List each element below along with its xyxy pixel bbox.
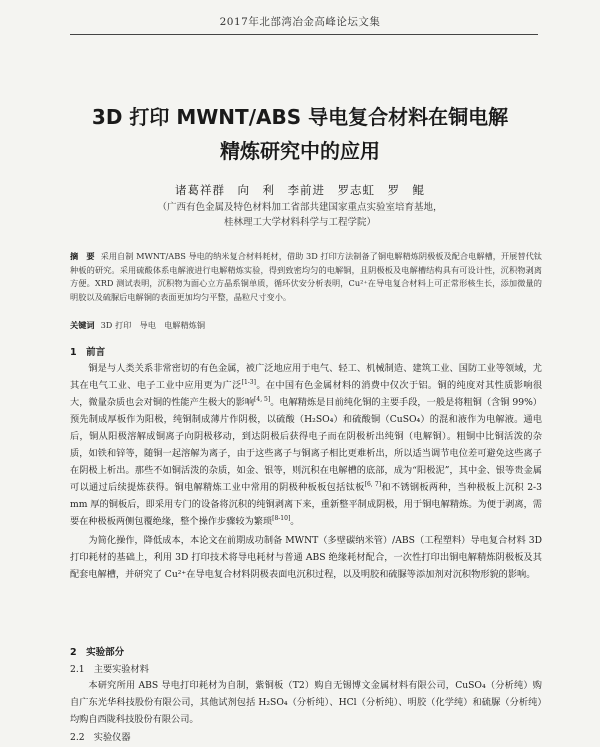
abstract-label: 摘 要 <box>70 251 95 261</box>
intro-text-c: 。电解精炼是目前纯化铜的主要手段，一般是将粗铜（含铜 99%）预先制成厚板作为阳极，纯铜制成薄片作阴极，以硫酸（H₂SO₄）和硫酸铜（CuSO₄）的混和液作为电解液。通电后，铜从阳极溶解成铜离子向阴极移动，到达阴极后获得电子而在阴极析出纯铜（电解铜）。粗铜中比铜活泼的杂质，如铁和锌等，随铜一起溶解为离子，由于这些离子与铜离子相比更难析出，所以适当调节电位差可避免这些离子在阴极上析出。那些不如铜活泼的杂质，如金、银等，则沉积在电解槽的底部，成为“阳极泥”，其中金、银等贵金属可以通过后续提炼获得。铜电解精炼工业中常用的阴极种板板包括钛板 <box>70 397 542 493</box>
keywords-label: 关键词 <box>70 320 95 330</box>
title-line-1: 3D 打印 MWNT/ABS 导电复合材料在铜电解 <box>91 105 509 129</box>
intro-text-b: 。在中国有色金属材料的消费中仅次于铝。铜的纯度对其性质影响很大，微量杂质也会对铜的性能产生极大的影响 <box>70 380 543 408</box>
materials-body <box>70 677 542 728</box>
article-title <box>60 100 540 168</box>
keywords-text: 3D 打印 导电 电解精炼铜 <box>100 320 206 330</box>
citation: [4, 5] <box>254 395 271 403</box>
section-heading-experimental: 2 实验部分 <box>70 647 125 658</box>
running-header: 2017年北部湾冶金高峰论坛文集 <box>219 16 381 28</box>
header-rule <box>70 34 538 35</box>
subsection-heading-materials: 2.1 主要实验材料 <box>70 664 149 675</box>
author-list: 诸葛祥群 向 利 李前进 罗志虹 罗 鲲 <box>175 183 425 197</box>
introduction-paragraph-1 <box>70 360 542 530</box>
affiliation-line-1: （广西有色金属及特色材料加工省部共建国家重点实验室培育基地， <box>157 202 443 213</box>
materials-paragraph: 本研究所用 ABS 导电打印耗材为自制，紫铜板（T2）购自无锡博文金属材料有限公司，CuSO₄（分析纯）购自广东光华科技股份有限公司，其他试剂包括 H₂SO₄（分析纯）、HCl（分析纯）、明胶（化学纯）和硫脲（分析纯）均购自西陇科技股份有限公司。 <box>70 680 542 725</box>
title-line-2: 精炼研究中的应用 <box>220 139 380 163</box>
section-heading-introduction: 1 前言 <box>70 347 106 358</box>
intro-text-e: 。 <box>290 516 300 527</box>
intro-text-a: 铜是与人类关系非常密切的有色金属，被广泛地应用于电气、轻工、机械制造、建筑工业、国防工业等领域，尤其在电气工业、电子工业中应用更为广泛 <box>70 363 542 391</box>
affiliation <box>60 200 540 230</box>
introduction-body <box>70 360 542 583</box>
intro-text-d: 和不锈钢板两种，当种极板上沉积 2-3 mm 厚的铜板后，即采用专门的设备将沉积的纯铜剥离下来，重新整平制成阴极，用于铜电解精炼。为便于剥离，需要在种极板两侧包覆绝缘，整个操作步骤较为繁琐 <box>70 482 543 527</box>
citation: [6, 7] <box>364 480 382 488</box>
subsection-heading-instruments: 2.2 实验仪器 <box>70 732 131 743</box>
citation: [1-3] <box>241 378 256 386</box>
introduction-paragraph-2: 为简化操作，降低成本，本论文在前期成功制备 MWNT（多壁碳纳米管）/ABS（工程塑料）导电复合材料 3D 打印耗材的基础上，利用 3D 打印技术将导电耗材与普通 ABS 绝缘耗材配合，一次性打印出铜电解精炼阴极板及其配套电解槽，并研究了 Cu²⁺在导电复合材料阴极表面电沉积过程，以及明胶和硫脲等添加剂对沉积物形貌的影响。 <box>70 535 542 580</box>
affiliation-line-2: 桂林理工大学材料科学与工程学院） <box>223 217 376 228</box>
abstract <box>70 250 542 304</box>
citation: [8-10] <box>272 514 291 522</box>
abstract-text: 采用自制 MWNT/ABS 导电的纳米复合材料耗材，借助 3D 打印方法制备了铜电解精炼阴极板及配合电解槽，开展替代钛种板的研究。采用硫酸体系电解液进行电解精炼实验，得到致密均匀的电解铜，且阴极板及电解槽结构具有可设计性，沉积物剥离方便。XRD 测试表明，沉积物为面心立方晶系铜单质，循环伏安分析表明，Cu²⁺在导电复合材料上可正常形核生长，添加微量的明胶以及硫脲后电解铜的表面更加均匀平整，晶粒尺寸变小。 <box>70 251 542 302</box>
keywords <box>70 320 542 331</box>
